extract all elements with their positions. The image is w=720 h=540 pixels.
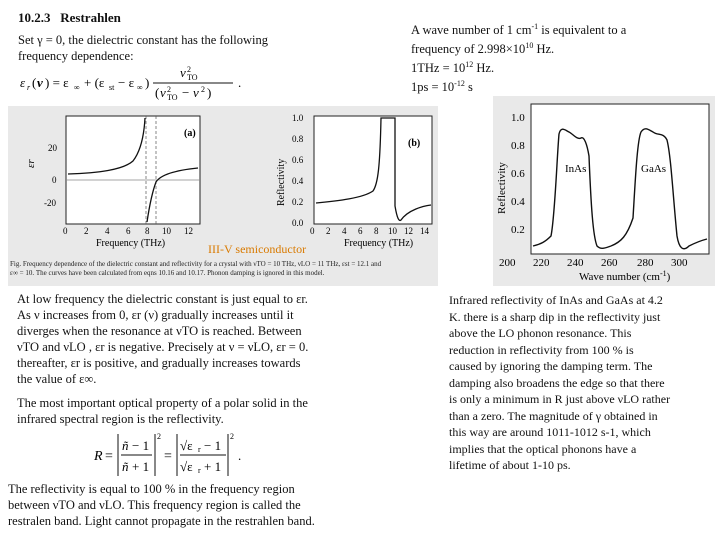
panel-b-frame [314, 116, 432, 224]
right-ytick: 0.2 [511, 224, 525, 236]
left-paragraph-3 [8, 481, 368, 529]
svg-text:TO: TO [187, 73, 198, 82]
figure-left-svg [8, 106, 438, 286]
right-paragraph [449, 292, 701, 474]
right-ytick: 0.8 [511, 140, 525, 152]
left-p2-line-1: The most important optical property of a polar solid in the [17, 396, 308, 410]
svg-text:− 1: − 1 [204, 438, 222, 453]
section-number: 10.2.3 [18, 10, 51, 25]
right-xtick: 280 [637, 257, 654, 269]
panel-b-ytick: 0.8 [292, 134, 304, 144]
panel-b-xlabel: Frequency (THz) [344, 238, 414, 249]
left-p1-line-3: diverges when the resonance at νTO is reached. Between [17, 324, 302, 338]
inas-label: InAs [565, 163, 587, 175]
right-line-11: lifetime of about 1-10 ps. [449, 458, 571, 472]
svg-text:√ε: √ε [180, 438, 193, 453]
panel-b-xtick: 2 [326, 226, 331, 236]
svg-text:ν: ν [160, 85, 166, 100]
svg-text:ν: ν [193, 85, 199, 100]
figure-inas-gaas-reflectivity [493, 96, 715, 286]
right-yticks [511, 112, 525, 236]
left-paragraph-1 [17, 291, 367, 387]
right-line-9: this way are around 1011-1012 s-1, which [449, 425, 651, 439]
svg-text:R: R [94, 449, 103, 464]
right-ytick: 0.4 [511, 196, 525, 208]
right-line-7: is only a minimum in R just above νLO rather [449, 392, 671, 406]
panel-a-ytick-1: 0 [52, 175, 57, 185]
right-line-10: implies that the optical phonons have a [449, 441, 637, 456]
right-plot-frame [531, 104, 709, 254]
gaas-label: GaAs [641, 163, 667, 175]
svg-text:): ) [145, 75, 150, 90]
svg-text:√ε: √ε [180, 459, 193, 474]
right-xtick: 300 [671, 257, 688, 269]
panel-a-ytick-2: -20 [44, 198, 56, 208]
right-ytick: 1.0 [511, 112, 525, 124]
right-line-5: caused by ignoring the damping term. The [449, 359, 653, 373]
right-xticks [499, 257, 688, 269]
panel-b-xtick: 0 [310, 226, 315, 236]
panel-a-xtick: 4 [105, 226, 110, 236]
svg-text:) = ε: ) = ε [45, 75, 69, 90]
svg-text:− 1: − 1 [132, 438, 150, 453]
left-paragraph-2 [17, 395, 367, 427]
panel-a-xtick: 8 [145, 226, 150, 236]
svg-text:(: ( [32, 75, 37, 90]
overlay-label: III-V semiconductor [208, 242, 307, 256]
svg-text:(: ( [155, 85, 160, 100]
svg-text:ν: ν [37, 75, 43, 90]
right-ylabel: Reflectivity [496, 162, 508, 214]
panel-b-ylabel: Reflectivity [276, 158, 287, 206]
right-xlabel: Wave number $(cm^{-1})$ [579, 269, 671, 283]
caption-line-2: ε∞ = 10. The curves have been calculated from eqns 10.16 and 10.17. Phonon damping is ignored in this model. [10, 269, 325, 277]
left-p2-line-2: infrared spectral region is the reflectivity. [17, 412, 224, 426]
note-line-2: frequency of $2.998\times 10^{10}$ Hz. [411, 41, 555, 57]
panel-a-xtick: 6 [126, 226, 131, 236]
panel-a-ytick-0: 20 [48, 143, 57, 153]
svg-text:∞: ∞ [74, 83, 80, 92]
right-xtick: 220 [533, 257, 550, 269]
svg-text:.: . [238, 448, 242, 463]
svg-text:ñ: ñ [122, 459, 129, 474]
svg-text:): ) [207, 85, 212, 100]
svg-text:2: 2 [230, 432, 234, 441]
panel-b-xtick: 8 [374, 226, 379, 236]
right-line-1: Infrared reflectivity of InAs and GaAs at 4.2 [449, 293, 663, 307]
left-p1-line-1: At low frequency the dielectric constant is just equal to εr. [17, 292, 308, 306]
svg-text:r: r [198, 445, 201, 454]
svg-text:2: 2 [167, 85, 171, 94]
panel-a-xticks [63, 226, 193, 236]
svg-text:2: 2 [157, 432, 161, 441]
section-title: Restrahlen [60, 10, 121, 25]
svg-text:TO: TO [167, 93, 178, 102]
panel-a-xtick: 10 [162, 226, 171, 236]
left-p1-line-4: νTO and νLO , εr is negative. Precisely at ν = νLO, εr = 0. [17, 340, 309, 354]
figure-right-svg [493, 96, 715, 286]
right-line-8: than a zero. The magnitude of γ obtained in [449, 408, 658, 423]
right-ytick: 0.6 [511, 168, 525, 180]
svg-text:2: 2 [201, 85, 205, 94]
right-line-2: K. there is a sharp dip in the reflectivity just [449, 309, 661, 324]
svg-text:∞: ∞ [137, 83, 143, 92]
right-line-3: above the LO phonon resonance. This [449, 326, 632, 340]
intro-text [18, 32, 338, 64]
figure-dielectric-reflectivity [8, 106, 438, 286]
right-line-6: damping also broadens the edge so that there [449, 375, 665, 390]
panel-a-xlabel: Frequency (THz) [96, 238, 166, 249]
left-p1-line-6: the value of ε∞. [17, 372, 97, 386]
intro-line-2: frequency dependence: [18, 49, 134, 63]
svg-text:−: − [182, 85, 190, 100]
panel-b-label: (b) [408, 138, 421, 149]
left-p3-line-3: restralen band. Light cannot propagate in the restrahlen band. [8, 514, 315, 528]
svg-text:+ 1: + 1 [132, 459, 150, 474]
section-heading [18, 10, 121, 26]
note-line-3: $1THz = 10^{12}$ Hz. [411, 60, 495, 76]
note-line-1: A wave number of 1 $cm^{-1}$ is equivalent to a [411, 22, 627, 38]
right-xtick: 240 [567, 257, 584, 269]
figure-left-caption [10, 260, 436, 278]
panel-a-label: (a) [184, 128, 196, 139]
svg-text:r: r [27, 83, 31, 92]
panel-b-xtick: 6 [358, 226, 363, 236]
svg-text:ν: ν [180, 65, 186, 80]
svg-text:− ε: − ε [118, 75, 135, 90]
panel-b-ytick: 0.4 [292, 176, 304, 186]
reflectivity-equation [92, 430, 252, 487]
note-line-4: $1ps = 10^{-12}$ s [411, 79, 473, 95]
svg-text:=: = [105, 449, 113, 464]
svg-text:ε: ε [20, 75, 26, 90]
right-line-4: reduction in reflectivity from 100 % is [449, 342, 634, 357]
panel-a-xtick: 12 [184, 226, 193, 236]
right-xtick: 260 [601, 257, 618, 269]
svg-text:+ 1: + 1 [204, 459, 222, 474]
left-p3-line-1: The reflectivity is equal to 100 % in the frequency region [8, 482, 295, 496]
panel-a-xtick: 2 [84, 226, 89, 236]
panel-b-xtick: 12 [404, 226, 413, 236]
right-xtick: 200 [499, 257, 516, 269]
panel-b-ytick: 0.2 [292, 197, 304, 207]
intro-line-1: Set γ = 0, the dielectric constant has the following [18, 33, 269, 47]
left-p1-line-2: As ν increases from 0, εr (ν) gradually increases until it [17, 308, 294, 322]
svg-text:=: = [164, 449, 172, 464]
left-p3-line-2: between νTO and νLO. This frequency region is called the [8, 498, 301, 512]
panel-b-xticks [310, 226, 430, 236]
panel-b-xtick: 4 [342, 226, 347, 236]
panel-b-ytick: 0.0 [292, 218, 304, 228]
svg-text:ñ: ñ [122, 438, 129, 453]
panel-a-ylabel: εr [25, 159, 37, 168]
svg-text:+ (ε: + (ε [84, 75, 105, 90]
svg-text:st: st [109, 83, 115, 92]
panel-b-xtick: 10 [388, 226, 397, 236]
dielectric-equation-graphic [18, 64, 248, 102]
panel-a-xtick: 0 [63, 226, 68, 236]
svg-text:2: 2 [187, 65, 191, 74]
dielectric-equation [18, 64, 248, 107]
reflectivity-equation-graphic [92, 430, 252, 482]
svg-text:.: . [238, 75, 242, 90]
caption-line-1: Fig. Frequency dependence of the dielectric constant and reflectivity for a crystal with νTO = 10 THz, νLO = 11 THz, εst = 12.1 and [10, 260, 382, 268]
left-p1-line-5: thereafter, εr is positive, and gradually increases towards [17, 356, 301, 370]
panel-b-ytick: 0.6 [292, 155, 304, 165]
panel-b-ytick: 1.0 [292, 113, 304, 123]
panel-b-xtick: 14 [420, 226, 429, 236]
panel-b-yticks [292, 113, 304, 228]
svg-text:r: r [198, 466, 201, 475]
unit-note [411, 19, 711, 96]
